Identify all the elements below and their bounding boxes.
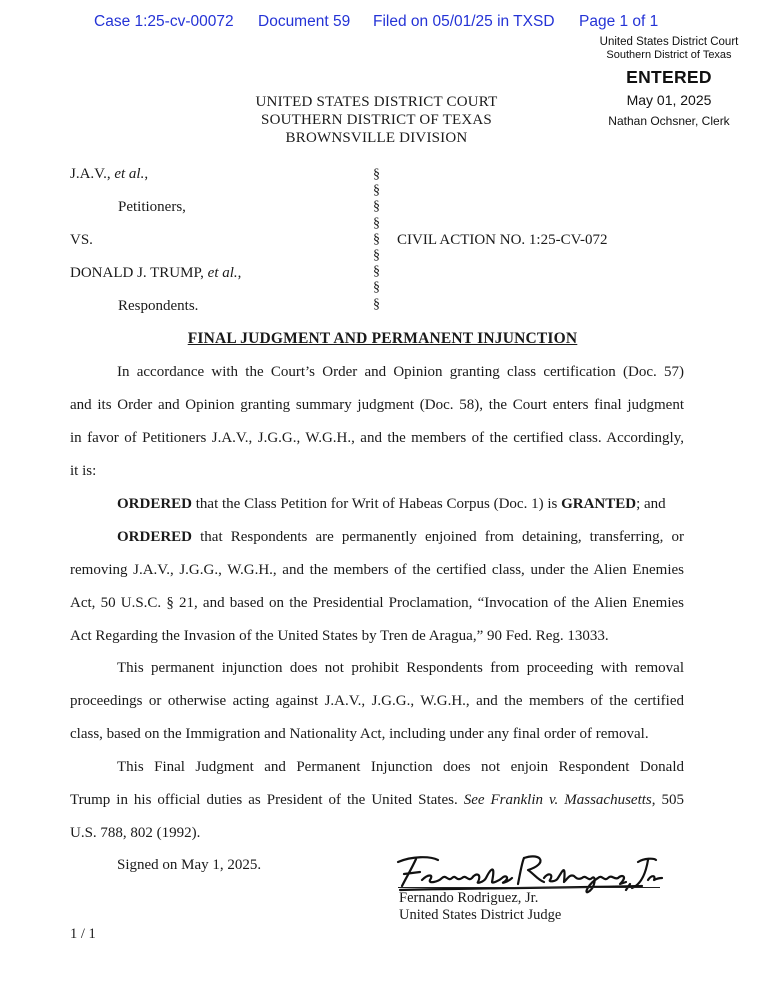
civil-action-number: CIVIL ACTION NO. 1:25-CV-072 (397, 232, 608, 248)
section-symbol: § (373, 296, 380, 312)
document-title: FINAL JUDGMENT AND PERMANENT INJUNCTION (187, 330, 578, 347)
versus-label: VS. (70, 232, 93, 248)
judge-title: United States District Judge (399, 907, 562, 923)
section-symbol: § (373, 231, 380, 247)
body-line: U.S. 788, 802 (1992). (70, 825, 201, 841)
body-line: In accordance with the Court’s Order and Opinion granting class certification (Doc. 57) (117, 364, 684, 380)
body-line-citation: Trump in his official duties as President of the United States. See Franklin v. Massachusetts, 505 (70, 792, 684, 808)
body-line: Act, 50 U.S.C. § 21, and based on the Presidential Proclamation, “Invocation of the Alien Enemies (70, 595, 684, 611)
page-indicator: Page 1 of 1 (579, 13, 659, 30)
body-line: This Final Judgment and Permanent Injunction does not enjoin Respondent Donald (117, 759, 684, 775)
order-granted: ORDERED that the Class Petition for Writ of Habeas Corpus (Doc. 1) is GRANTED; and (117, 496, 666, 512)
body-line: it is: (70, 463, 97, 479)
body-line: in favor of Petitioners J.A.V., J.G.G., W.G.H., and the members of the certified class. Accordingly, (70, 430, 684, 446)
section-symbol: § (373, 247, 380, 263)
signed-date: Signed on May 1, 2025. (117, 857, 262, 873)
judge-name: Fernando Rodriguez, Jr. (399, 890, 539, 906)
section-symbol: § (373, 167, 380, 182)
stamp-district: Southern District of Texas (606, 49, 732, 61)
court-division: BROWNSVILLE DIVISION (285, 130, 468, 146)
section-symbol: § (373, 264, 380, 280)
body-line: class, based on the Immigration and Nationality Act, including under any final order of removal. (70, 726, 649, 742)
section-symbol: § (373, 280, 380, 296)
stamp-status: ENTERED (626, 67, 712, 87)
body-line: removing J.A.V., J.G.G., W.G.H., and the members of the certified class, under the Alien Enemies (70, 562, 684, 578)
court-district: SOUTHERN DISTRICT OF TEXAS (261, 112, 492, 128)
body-line: Act Regarding the Invasion of the United States by Tren de Aragua,” 90 Fed. Reg. 13033. (70, 628, 609, 644)
body-line: and its Order and Opinion granting summary judgment (Doc. 58), the Court enters final judgment (70, 397, 684, 413)
section-symbol: § (373, 183, 380, 199)
signature-block (399, 890, 561, 924)
order-injunction: ORDERED that Respondents are permanently enjoined from detaining, transferring, or (117, 529, 684, 545)
court-heading (200, 93, 553, 147)
respondent-name: DONALD J. TRUMP, et al., (70, 265, 242, 281)
page-footer: 1 / 1 (70, 926, 96, 942)
section-symbol-column (373, 167, 387, 313)
document-number: Document 59 (258, 13, 351, 30)
entered-stamp (580, 35, 758, 129)
signature-line (398, 887, 660, 888)
case-number: Case 1:25-cv-00072 (94, 13, 234, 30)
section-symbol: § (373, 215, 380, 231)
petitioners-label: Petitioners, (118, 199, 186, 215)
stamp-date: May 01, 2025 (626, 92, 712, 108)
stamp-clerk: Nathan Ochsner, Clerk (608, 114, 730, 128)
section-symbol: § (373, 199, 380, 215)
respondents-label: Respondents. (118, 298, 199, 314)
petitioner-name: J.A.V., et al., (70, 166, 149, 182)
filed-date: Filed on 05/01/25 in TXSD (373, 13, 555, 30)
ecf-header (0, 13, 765, 33)
body-line: This permanent injunction does not prohibit Respondents from proceeding with removal (117, 660, 684, 676)
stamp-court: United States District Court (599, 36, 739, 48)
body-line: proceedings or otherwise acting against J.A.V., J.G.G., W.G.H., and the members of the certified (70, 693, 684, 709)
court-name: UNITED STATES DISTRICT COURT (255, 94, 498, 110)
